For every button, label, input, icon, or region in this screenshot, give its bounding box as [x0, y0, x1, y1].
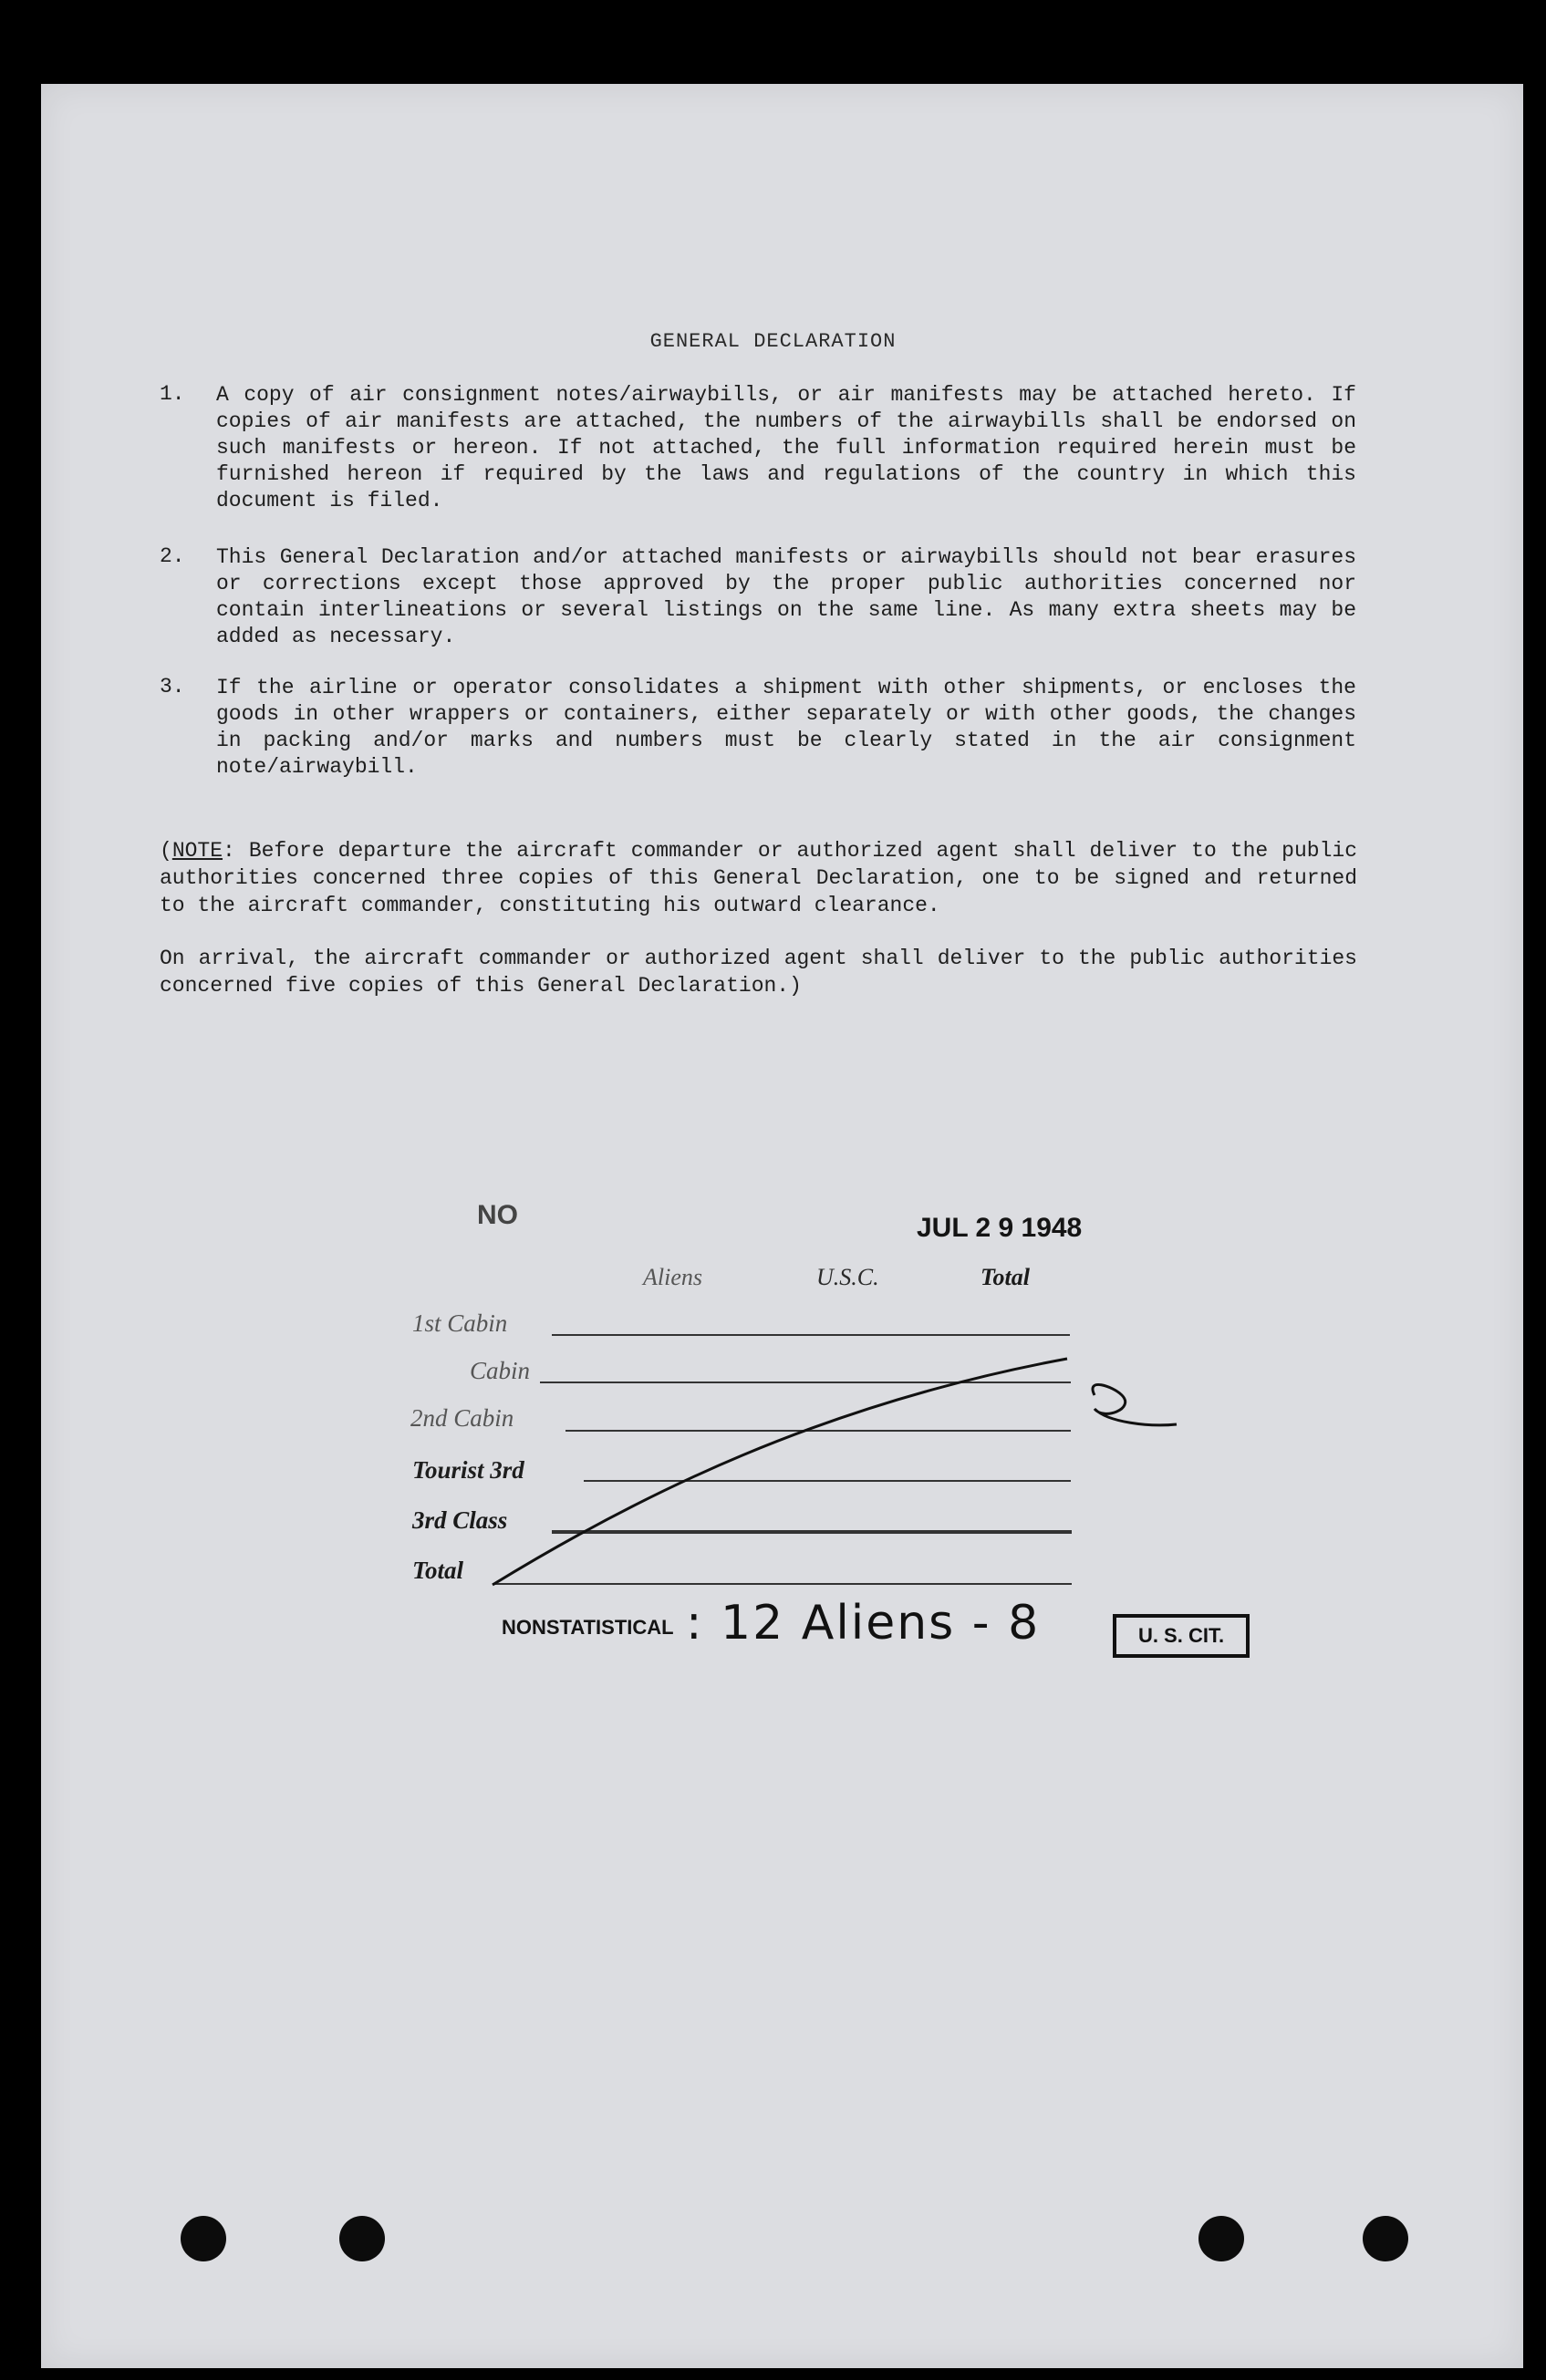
column-total: Total	[981, 1264, 1030, 1290]
us-cit-box: U. S. CIT.	[1113, 1614, 1250, 1658]
column-aliens: Aliens	[643, 1264, 702, 1290]
initials-text	[1085, 1372, 1090, 1373]
stamp-date: JUL 2 9 1948	[917, 1213, 1083, 1243]
note-label: NOTE	[171, 839, 223, 863]
row-3rd-class: 3rd Class	[412, 1506, 508, 1534]
item-2-number: 2.	[160, 544, 185, 568]
item-3-text: If the airline or operator consolidates a shipment with other shipments, or encloses the goods in other wrappers or containers, either separately or with other goods, the changes in packing and/or marks and numbers must be clearly stated in the air consignment note/airwaybill.	[216, 676, 1356, 779]
stamp-number-label: NO	[477, 1200, 518, 1230]
binder-hole-right-2	[1363, 2216, 1408, 2261]
item-2-text: This General Declaration and/or attached manifests or airwaybills should not bear erasures or corrections except those approved by the proper public authorities concerned nor contain interlineations or several listings on the same line. As many extra sheets may be added as necessary.	[216, 545, 1356, 648]
row-total: Total	[412, 1557, 464, 1584]
note-paragraph: (NOTE: Before departure the aircraft commander or authorized agent shall deliver to the public authorities concerned three copies of this General Declaration, one to be signed and returned to the aircraft commander, constituting his outward clearance.	[160, 839, 1357, 917]
binder-hole-right-1	[1198, 2216, 1244, 2261]
row-2nd-cabin: 2nd Cabin	[410, 1404, 514, 1432]
column-usc: U.S.C.	[816, 1264, 879, 1290]
row-tourist-3rd: Tourist 3rd	[412, 1456, 524, 1484]
row-1st-cabin: 1st Cabin	[412, 1309, 508, 1337]
handwritten-count: : 12 Aliens - 8	[686, 1596, 1041, 1650]
item-1-number: 1.	[160, 382, 185, 406]
item-1-text: A copy of air consignment notes/airwaybills, or air manifests may be attached hereto. If copies of air manifests are attached, the numbers of the airwaybills shall be endorsed on such manifests or hereon. If not attached, the full information required herein must be furnished hereon if required by the laws and regulations of the country in which this document is filed.	[216, 383, 1356, 512]
item-3-number: 3.	[160, 675, 185, 698]
row-cabin: Cabin	[470, 1357, 531, 1384]
initials-icon	[1093, 1384, 1177, 1424]
document-title: GENERAL DECLARATION	[649, 330, 897, 353]
nonstatistical-label: NONSTATISTICAL	[502, 1616, 674, 1639]
binder-hole-left-2	[339, 2216, 385, 2261]
arrival-paragraph: On arrival, the aircraft commander or authorized agent shall deliver to the public authorities concerned five copies of this General Declaration.)	[160, 947, 1357, 998]
binder-hole-left-1	[181, 2216, 226, 2261]
